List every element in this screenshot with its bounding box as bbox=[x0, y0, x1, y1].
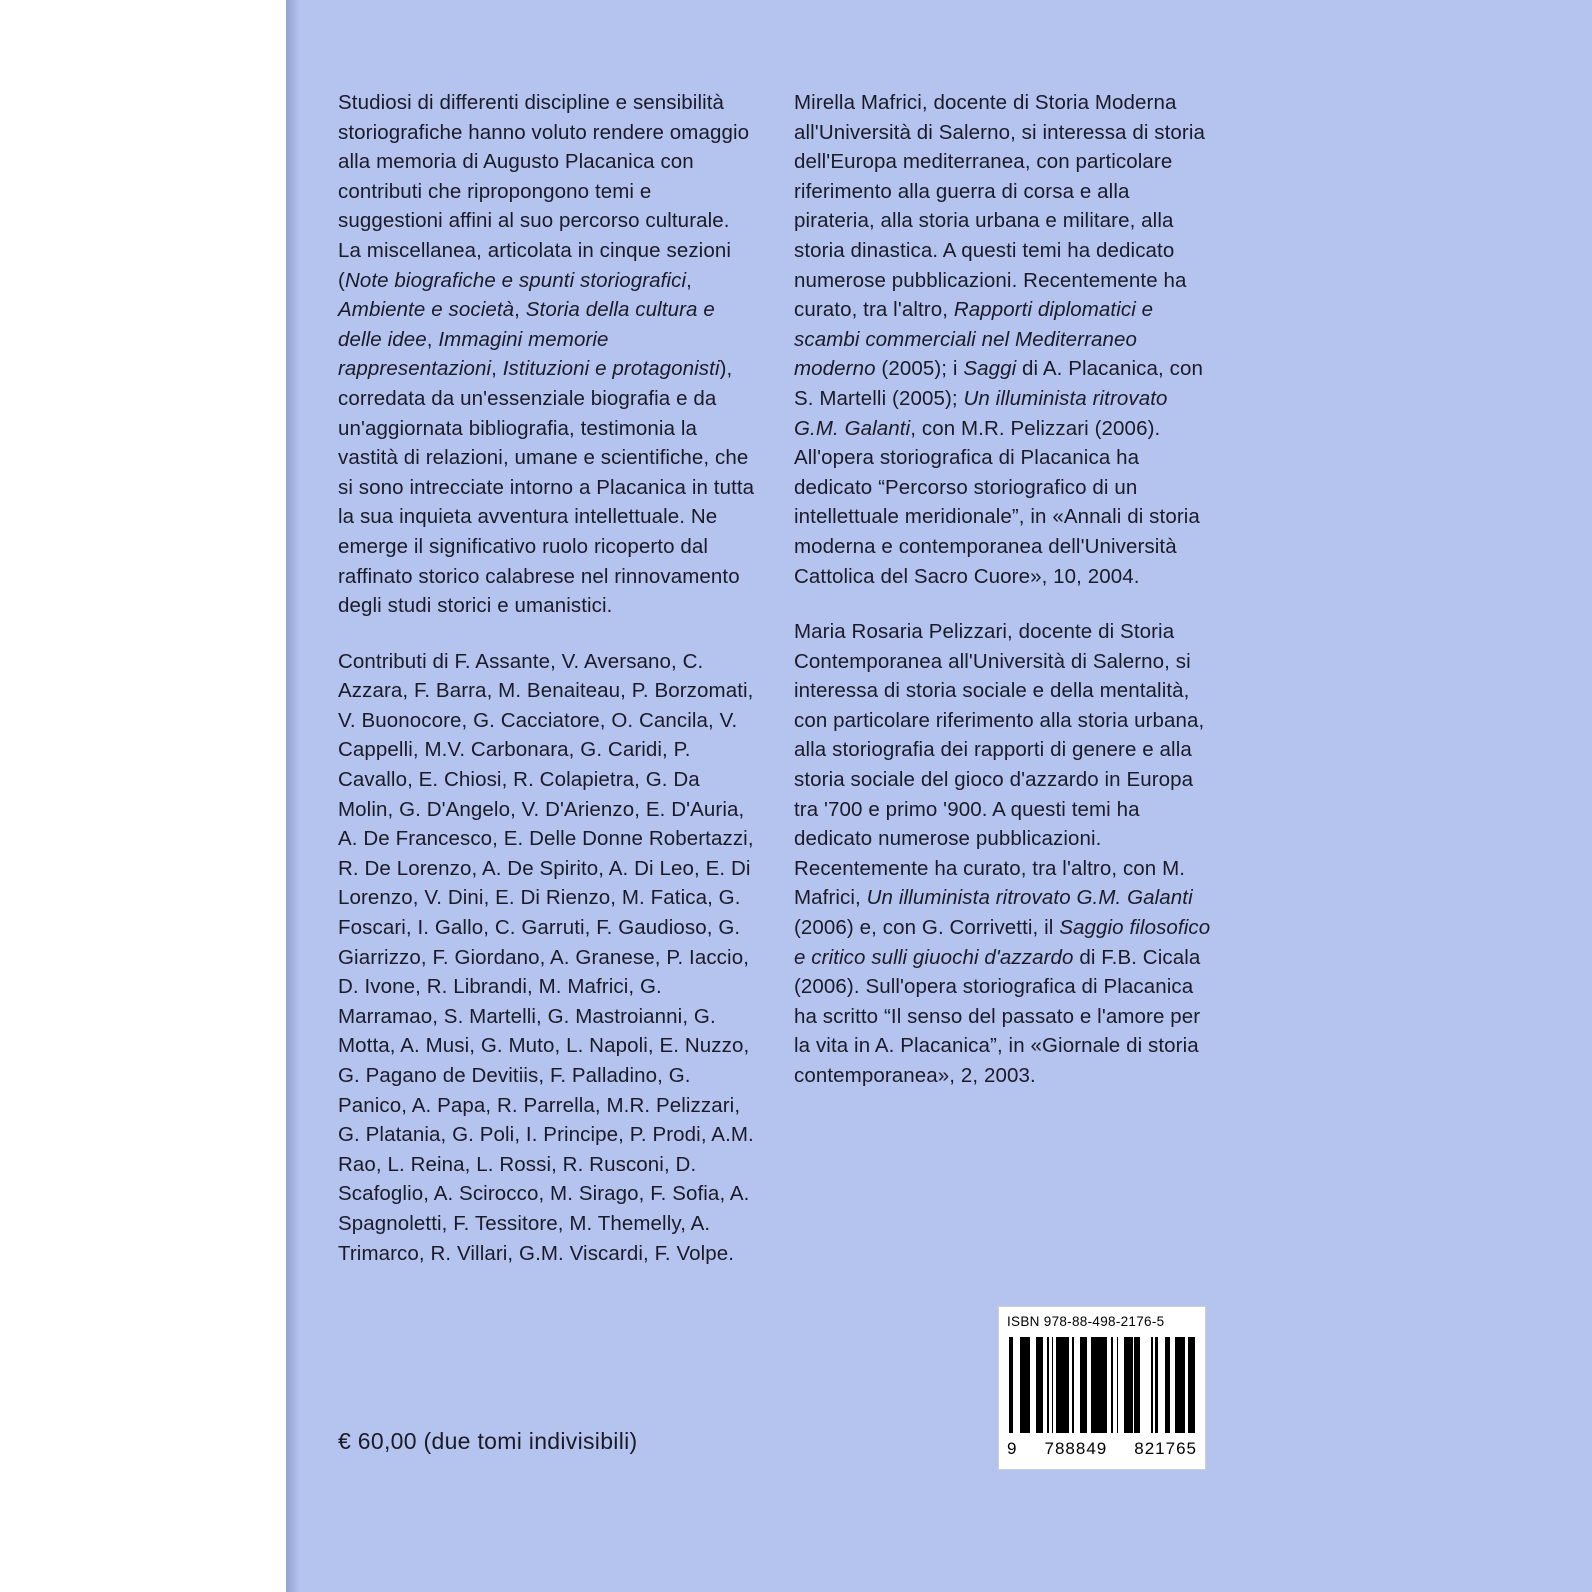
section-title-5: Istituzioni e protagonisti bbox=[502, 357, 720, 381]
barcode-digit-group-1: 788849 bbox=[1044, 1439, 1108, 1458]
blurb-part-2: ), corredata da un'essenziale biografia e da un'aggiornata bibliografia, testimonia la vastità di relazioni, umane e scientifiche, che si sono intrecciate intorno a Placanica in tutta la sua inquieta avventura intellettuale. Ne emerge il significativo ruolo ricoperto dal raffinato storico calabrese nel rinnovamento degli studi storici e umanistici. bbox=[338, 357, 755, 618]
barcode-digit-group-2: 821765 bbox=[1134, 1439, 1197, 1458]
cover-content bbox=[286, 0, 1592, 1592]
barcode-bars bbox=[1009, 1337, 1195, 1433]
author-bio-pelizzari bbox=[794, 617, 1214, 1091]
spine-shadow bbox=[286, 0, 300, 1592]
blurb-sep-4: , bbox=[491, 357, 503, 381]
bio1-work-title-2: Saggi bbox=[963, 357, 1017, 381]
bio1-part-2: (2005); i bbox=[875, 357, 964, 381]
book-back-cover bbox=[286, 0, 1592, 1592]
blurb-part-1: Studiosi di differenti discipline e sensibilità storiografiche hanno voluto rendere omaggio alla memoria di Augusto Placanica con contributi che ripropongono temi e suggestioni affini al suo percorso culturale. La miscellanea, articolata in cinque sezioni ( bbox=[338, 91, 750, 292]
price-label: € 60,00 (due tomi indivisibili) bbox=[338, 1428, 638, 1454]
bio1-part-1: Mirella Mafrici, docente di Storia Moderna all'Università di Salerno, si interessa di storia dell'Europa mediterranea, con particolare riferimento alla guerra di corsa e alla pirateria, alla storia urbana e militare, alla storia dinastica. A questi temi ha dedicato numerose pubblicazioni. Recentemente ha curato, tra l'altro, bbox=[794, 91, 1206, 322]
blurb-sep-1: , bbox=[686, 268, 692, 292]
barcode bbox=[998, 1306, 1206, 1470]
blurb-sep-2: , bbox=[514, 298, 526, 322]
bio2-work-title-1: Un illuminista ritrovato G.M. Galanti bbox=[866, 886, 1193, 910]
left-text-column bbox=[338, 88, 758, 1268]
book-blurb bbox=[338, 88, 758, 621]
section-title-3: Storia della cultura e delle idee bbox=[338, 298, 715, 351]
barcode-digits bbox=[1005, 1439, 1199, 1459]
author-bio-mafrici bbox=[794, 88, 1214, 591]
bio1-part-4: , con M.R. Pelizzari (2006). All'opera storiografica di Placanica ha dedicato “Percorso storiografico di un intellettuale meridionale”, in «Annali di storia moderna e contemporanea dell'Università Cattolica del Sacro Cuore», 10, 2004. bbox=[794, 416, 1200, 588]
section-title-4: Immagini memorie rappresentazioni bbox=[338, 327, 609, 381]
bio2-part-2: (2006) e, con G. Corrivetti, il bbox=[794, 916, 1060, 940]
section-title-1: Note biografiche e spunti storiografici bbox=[344, 268, 687, 292]
section-title-2: Ambiente e società bbox=[338, 298, 515, 322]
bio1-work-title-1: Rapporti diplomatici e scambi commerciali nel Mediterraneo moderno bbox=[794, 298, 1154, 381]
isbn-label: ISBN 978-88-498-2176-5 bbox=[1007, 1314, 1165, 1329]
barcode-digit-left: 9 bbox=[1007, 1439, 1018, 1458]
blurb-sep-3: , bbox=[426, 327, 439, 351]
bio1-part-3: di A. Placanica, con S. Martelli (2005); bbox=[794, 357, 1203, 410]
right-text-column bbox=[794, 88, 1214, 1091]
contributors-list: Contributi di F. Assante, V. Aversano, C. Azzara, F. Barra, M. Benaiteau, P. Borzomati, V. Buonocore, G. Cacciatore, O. Cancila, V. Cappelli, M.V. Carbonara, G. Caridi, P. Cavallo, E. Chiosi, R. Colapietra, G. Da Molin, G. D'Angelo, V. D'Arienzo, E. D'Auria, A. De Francesco, E. Delle Donne Robertazzi, R. De Lorenzo, A. De Spirito, A. Di Leo, E. Di Lorenzo, V. Dini, E. Di Rienzo, M. Fatica, G. Foscari, I. Gallo, C. Garruti, F. Gaudioso, G. Giarrizzo, F. Giordano, A. Granese, P. Iaccio, D. Ivone, R. Librandi, M. Mafrici, G. Marramao, S. Martelli, G. Mastroianni, G. Motta, A. Musi, G. Muto, L. Napoli, E. Nuzzo, G. Pagano de Devitiis, F. Palladino, G. Panico, A. Papa, R. Parrella, M.R. Pelizzari, G. Platania, G. Poli, I. Principe, P. Prodi, A.M. Rao, L. Reina, L. Rossi, R. Rusconi, D. Scafoglio, A. Scirocco, M. Sirago, F. Sofia, A. Spagnoletti, F. Tessitore, M. Themelly, A. Trimarco, R. Villari, G.M. Viscardi, F. Volpe. bbox=[338, 649, 754, 1265]
bio2-part-3: di F.B. Cicala (2006). Sull'opera storiografica di Placanica ha scritto “Il senso del passato e l'amore per la vita in A. Placanica”, in «Giornale di storia contemporanea», 2, 2003. bbox=[794, 945, 1201, 1087]
bio2-part-1: Maria Rosaria Pelizzari, docente di Storia Contemporanea all'Università di Salerno, si interessa di storia sociale e della mentalità, con particolare riferimento alla storia urbana, alla storiografia dei rapporti di genere e alla storia sociale del gioco d'azzardo in Europa tra '700 e primo '900. A questi temi ha dedicato numerose pubblicazioni. Recentemente ha curato, tra l'altro, con M. Mafrici, bbox=[794, 620, 1205, 910]
bio1-work-title-3: Un illuminista ritrovato G.M. Galanti bbox=[794, 386, 1168, 440]
bio2-work-title-2: Saggio filosofico e critico sulli giuochi d'azzardo bbox=[794, 916, 1211, 969]
